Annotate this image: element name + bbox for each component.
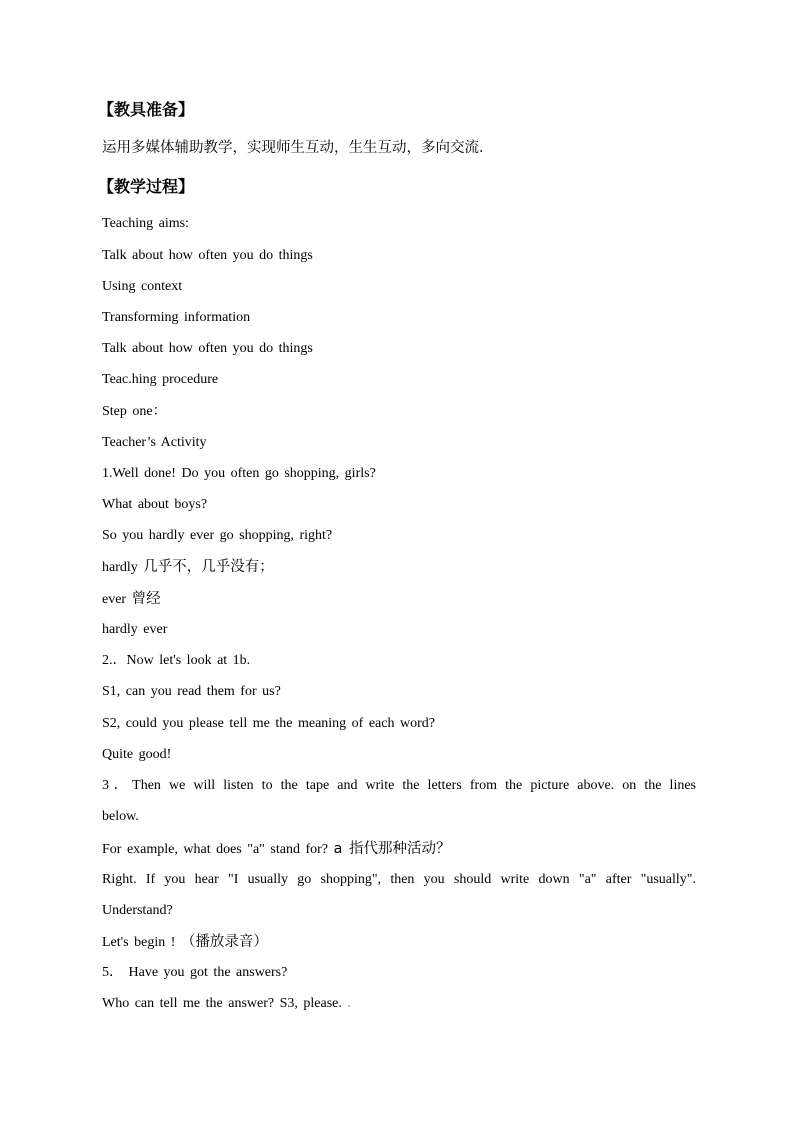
step-2-s2-line: S2, could you please tell me the meaning of each word? [102, 716, 435, 731]
aim-using-context: Using context [102, 279, 183, 294]
vocab-ever-word: ever [102, 592, 132, 607]
example-line [102, 839, 450, 860]
lets-begin-text: Let's begin ! [102, 935, 181, 950]
vocab-hardly-meaning: 几乎不，几乎没有； [143, 559, 274, 575]
activity-line-hardly-ever: So you hardly ever go shopping, right? [102, 528, 333, 543]
vocab-hardly-word: hardly [102, 560, 144, 575]
answer-line [102, 994, 351, 1014]
step-one-label: Step one： [102, 404, 167, 419]
example-question: For example, what does "a" stand for? [102, 842, 334, 857]
teaching-aims-label: Teaching aims: [102, 216, 189, 231]
aim-talk-about: Talk about how often you do things [102, 248, 313, 263]
teaching-procedure-label: Teac.hing procedure [102, 372, 219, 387]
example-note: a 指代那种活动？ [333, 841, 451, 857]
play-recording-note: （播放录音） [180, 934, 268, 950]
step-2-line: 2.．Now let's look at 1b. [102, 653, 251, 668]
understand-line: Understand? [102, 903, 173, 918]
preparation-text: 运用多媒体辅助教学，实现师生互动，生生互动，多向交流. [102, 140, 484, 156]
trailing-dot: . [347, 996, 351, 1011]
step-2-s1-line: S1, can you read them for us? [102, 684, 281, 699]
step-3-below-line: below. [102, 809, 139, 824]
aim-transforming-information: Transforming information [102, 310, 251, 325]
step-3-line: 3．Then we will listen to the tape and write the letters from the picture above. on the lines [102, 778, 696, 793]
quite-good-line: Quite good! [102, 747, 172, 762]
step-5-line: 5． Have you got the answers? [102, 965, 288, 980]
vocab-hardly [102, 557, 274, 578]
activity-line-1: 1.Well done! Do you often go shopping, girls? [102, 466, 376, 481]
activity-line-boys: What about boys? [102, 497, 208, 512]
vocab-ever-meaning: 曾经 [131, 591, 161, 607]
lets-begin-line [102, 932, 268, 953]
vocab-hardly-ever: hardly ever [102, 622, 168, 637]
preparation-heading: 【教具准备】 [98, 100, 195, 119]
answer-text: Who can tell me the answer? S3, please. [102, 996, 348, 1011]
vocab-ever [102, 589, 161, 610]
process-heading: 【教学过程】 [98, 177, 195, 196]
aim-talk-about-repeat: Talk about how often you do things [102, 341, 313, 356]
right-instruction-line: Right. If you hear "I usually go shopping", then you should write down "a" after "usually". [102, 872, 696, 887]
teacher-activity-label: Teacher’s Activity [102, 435, 207, 450]
